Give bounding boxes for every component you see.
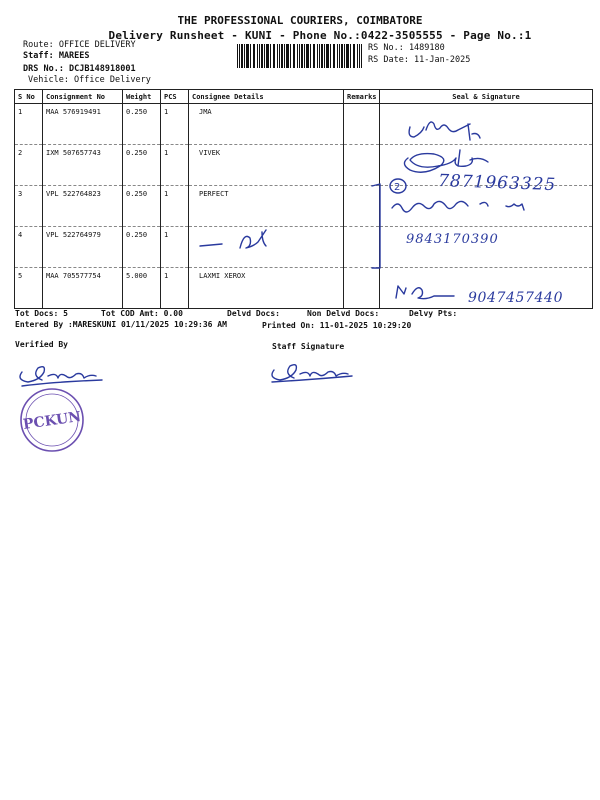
barcode-bar [333, 44, 335, 68]
barcode-bar [313, 44, 315, 68]
handwritten-phone-row2: 7871963325 [437, 171, 557, 196]
barcode-bar [319, 44, 320, 68]
barcode-bar [359, 44, 360, 68]
barcode-bar [317, 44, 318, 68]
cell-remarks [344, 268, 380, 309]
col-header-pcs: PCS [161, 90, 189, 104]
staff-signature-label: Staff Signature [272, 342, 345, 351]
cell-consignment: IXM 507657743 [43, 145, 123, 186]
barcode-bar [350, 44, 351, 68]
table-row [15, 145, 593, 186]
col-header-consignment: Consignment No [43, 90, 123, 104]
printed-on: Printed On: 11-01-2025 10:29:20 [262, 321, 412, 330]
barcode-bar [290, 44, 291, 68]
cell-signature [380, 227, 593, 268]
barcode-bar [284, 44, 285, 68]
cell-signature [380, 186, 593, 227]
col-header-signature: Seal & Signature [380, 90, 593, 104]
office-stamp [21, 389, 83, 451]
cell-remarks [344, 227, 380, 268]
route-label: Route: OFFICE DELIVERY [23, 40, 136, 50]
verified-by-label: Verified By [15, 340, 68, 349]
col-header-consignee: Consignee Details [189, 90, 344, 104]
cell-remarks [344, 145, 380, 186]
table-row [15, 104, 593, 145]
barcode-bar [330, 44, 331, 68]
total-cod-amount: Tot COD Amt: 0.00 [101, 309, 183, 318]
barcode-bar [324, 44, 325, 68]
cell-sno: 4 [15, 227, 43, 268]
barcode-bar [246, 44, 249, 68]
barcode-bar [337, 44, 338, 68]
barcode-bar [346, 44, 349, 68]
barcode-bar [239, 44, 240, 68]
cell-pcs: 1 [161, 145, 189, 186]
cell-sno: 5 [15, 268, 43, 309]
barcode-bar [326, 44, 329, 68]
barcode-bar [353, 44, 355, 68]
cell-pcs: 1 [161, 268, 189, 309]
staff-label: Staff: MAREES [23, 51, 90, 61]
cell-sno: 2 [15, 145, 43, 186]
barcode-bar [266, 44, 269, 68]
barcode-bar [264, 44, 265, 68]
cell-consignment: VPL 522764979 [43, 227, 123, 268]
cell-signature [380, 104, 593, 145]
barcode-bar [321, 44, 323, 68]
barcode-bar [304, 44, 305, 68]
barcode-bar [306, 44, 309, 68]
table-header-row [15, 90, 593, 104]
drs-number: DRS No.: DCJB148918001 [23, 64, 136, 74]
barcode-bar [357, 44, 358, 68]
non-delivered-docs: Non Delvd Docs: [307, 309, 380, 318]
barcode-bar [299, 44, 300, 68]
cell-pcs: 1 [161, 104, 189, 145]
barcode-bar [361, 44, 362, 68]
table-row [15, 268, 593, 309]
total-docs: Tot Docs: 5 [15, 309, 68, 318]
barcode-bar [270, 44, 271, 68]
barcode-bar [339, 44, 340, 68]
barcode-bar [261, 44, 263, 68]
col-header-remarks: Remarks [344, 90, 380, 104]
barcode-bar [250, 44, 251, 68]
cell-consignment: MAA 576919491 [43, 104, 123, 145]
cell-weight: 0.250 [123, 227, 161, 268]
cell-consignee: VIVEK [189, 145, 344, 186]
rs-date: RS Date: 11-Jan-2025 [368, 55, 471, 65]
barcode-bar [279, 44, 280, 68]
cell-remarks [344, 186, 380, 227]
barcode-bar [344, 44, 345, 68]
barcode-bar [244, 44, 245, 68]
delivery-table [14, 89, 593, 309]
delivered-docs: Delvd Docs: [227, 309, 280, 318]
circled-number: 2 [394, 182, 401, 193]
barcode-bar [273, 44, 275, 68]
cell-consignee [189, 227, 344, 268]
barcode-bar [310, 44, 311, 68]
stamp-text: PCKUN [22, 409, 83, 433]
delivery-points: Delvy Pts: [409, 309, 458, 318]
cell-consignment: VPL 522764823 [43, 186, 123, 227]
barcode-image [237, 44, 362, 68]
cell-weight: 0.250 [123, 186, 161, 227]
entered-by: Entered By :MARESKUNI 01/11/2025 10:29:36 AM [15, 320, 227, 329]
barcode-bar [293, 44, 295, 68]
cell-weight: 5.000 [123, 268, 161, 309]
cell-consignee: LAXMI XEROX [189, 268, 344, 309]
cell-remarks [344, 104, 380, 145]
barcode-bar [257, 44, 258, 68]
rs-number: RS No.: 1489180 [368, 43, 445, 53]
col-header-sno: S No [15, 90, 43, 104]
barcode-bar [301, 44, 303, 68]
runsheet-title: Delivery Runsheet - KUNI - Phone No.:0422-3505555 - Page No.:1 [108, 29, 532, 42]
verified-signature [20, 367, 102, 386]
vehicle-label: Vehicle: Office Delivery [28, 75, 151, 85]
barcode-bar [297, 44, 298, 68]
barcode-bar [241, 44, 243, 68]
cell-pcs: 1 [161, 186, 189, 227]
barcode-bar [341, 44, 343, 68]
cell-weight: 0.250 [123, 145, 161, 186]
cell-sno: 1 [15, 104, 43, 145]
barcode-bar [237, 44, 238, 68]
cell-pcs: 1 [161, 227, 189, 268]
cell-consignee: PERFECT [189, 186, 344, 227]
cell-weight: 0.250 [123, 104, 161, 145]
company-title: THE PROFESSIONAL COURIERS, COIMBATORE [177, 14, 423, 27]
barcode-bar [259, 44, 260, 68]
barcode-bar [286, 44, 289, 68]
staff-signature [272, 365, 352, 382]
barcode-bar [281, 44, 283, 68]
cell-sno: 3 [15, 186, 43, 227]
handwritten-phone-row5: 9047457440 [468, 290, 564, 306]
col-header-weight: Weight [123, 90, 161, 104]
cell-signature [380, 145, 593, 186]
cell-signature [380, 268, 593, 309]
barcode-bar [277, 44, 278, 68]
barcode-bar [253, 44, 255, 68]
cell-consignee: JMA [189, 104, 344, 145]
cell-consignment: MAA 705577754 [43, 268, 123, 309]
table-row [15, 227, 593, 268]
handwritten-phone-row4: 9843170390 [406, 232, 499, 247]
table-row [15, 186, 593, 227]
